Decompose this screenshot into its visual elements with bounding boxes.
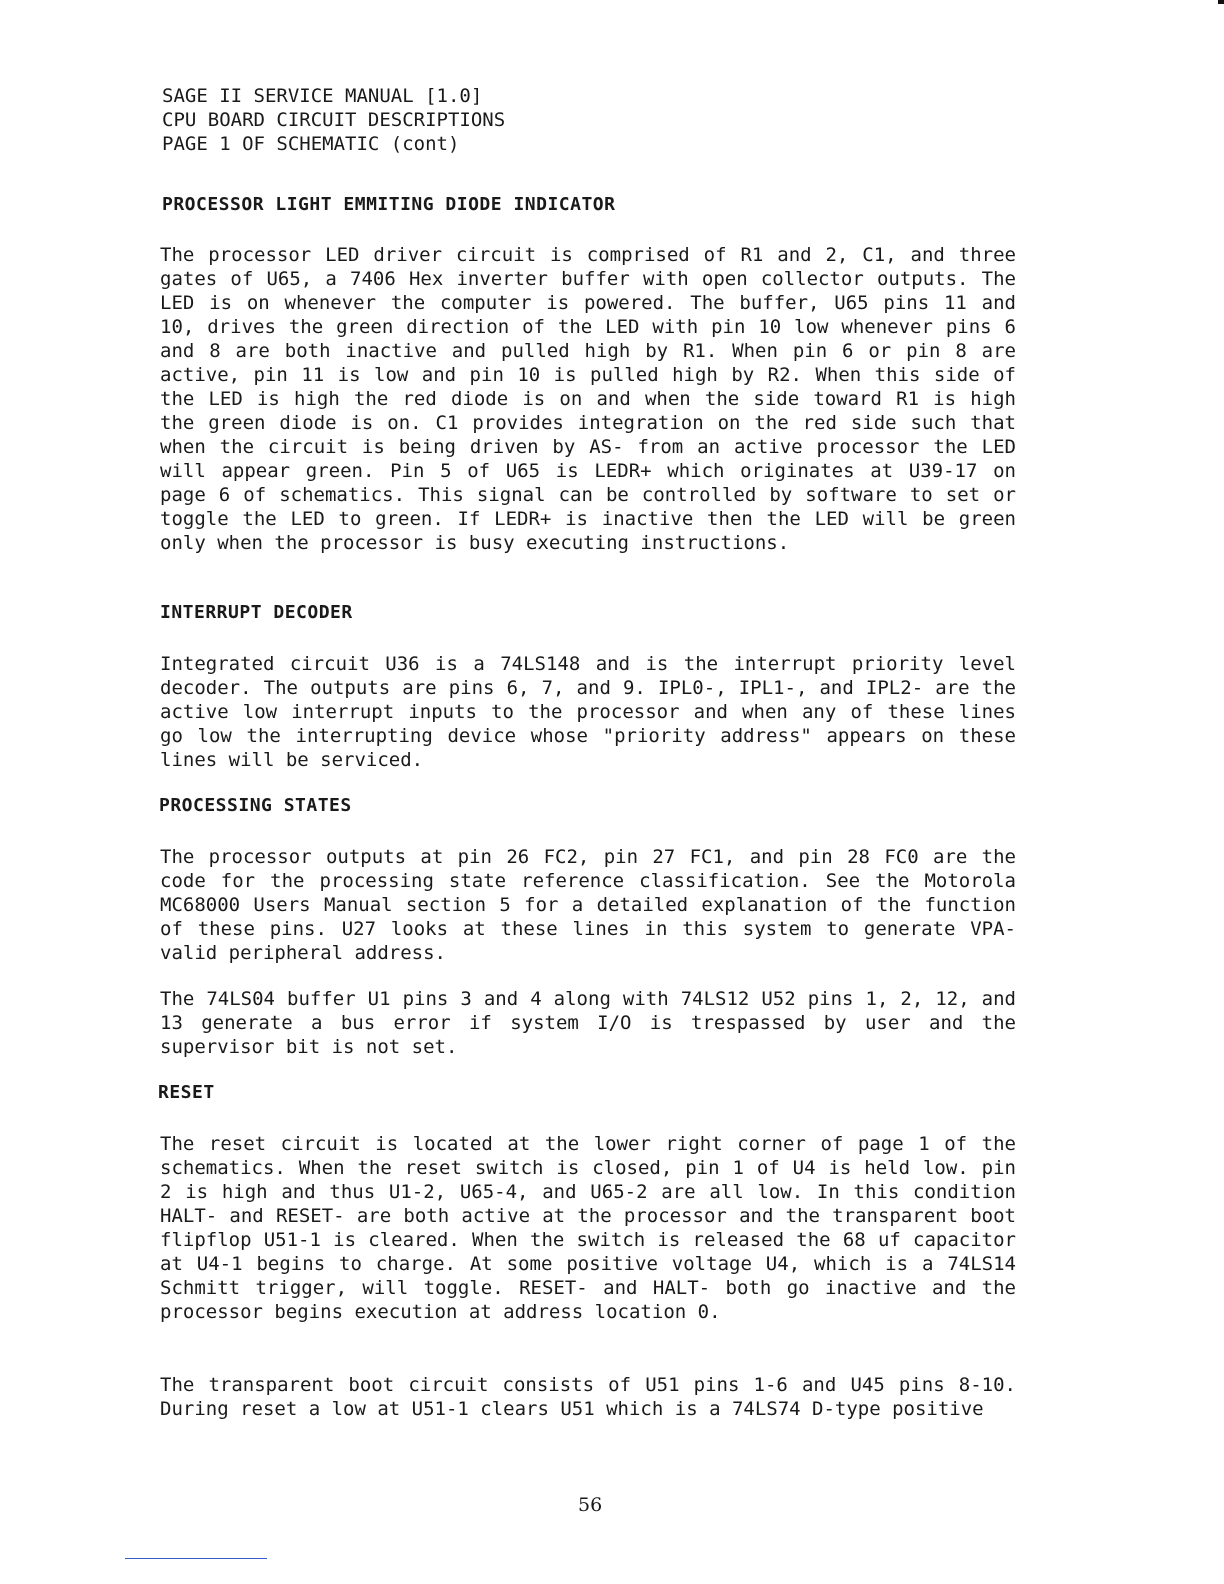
header-page-ref: PAGE 1 OF SCHEMATIC (cont) [162,133,460,155]
paragraph-interrupt: Integrated circuit U36 is a 74LS148 and is the interrupt priority level decoder. The outputs are pins 6, 7, and 9. IPL0-, IPL1-, and IPL2- are the active low interrupt inputs to the processor and when any of these lines go low the interrupting device whose "priority address" appears on these lines will be serviced. [160,653,1016,771]
paragraph-reset-1: The reset circuit is located at the lower right corner of page 1 of the schematics. When the reset switch is closed, pin 1 of U4 is held low. pin 2 is high and thus U1-2, U65-4, and U65-2 are all low. In this condition HALT- and RESET- are both active at the processor and the transparent boot flipflop U51-1 is cleared. When the switch is released the 68 uf capacitor at U4-1 begins to charge. At some positive voltage U4, which is a 74LS14 Schmitt trigger, will toggle. RESET- and HALT- both go inactive and the processor begins execution at address location 0. [160,1133,1016,1323]
paragraph-led: The processor LED driver circuit is comprised of R1 and 2, C1, and three gates of U65, a 7406 Hex inverter buffer with open collector outputs. The LED is on whenever the computer is powered. The buffer, U65 pins 11 and 10, drives the green direction of the LED with pin 10 low whenever pins 6 and 8 are both inactive and pulled high by R1. When pin 6 or pin 8 are active, pin 11 is low and pin 10 is pulled high by R2. When this side of the LED is high the red diode is on and when the side toward R1 is high the green diode is on. C1 provides integration on the red side such that when the circuit is being driven by AS- from an active processor the LED will appear green. Pin 5 of U65 is LEDR+ which originates at U39-17 on page 6 of schematics. This signal can be controlled by software to set or toggle the LED to green. If LEDR+ is inactive then the LED will be green only when the processor is busy executing instructions. [160,244,1016,554]
section-title-processing: PROCESSING STATES [159,795,352,816]
footer-rule [125,1558,267,1559]
header-title: SAGE II SERVICE MANUAL [1.0] [162,85,483,107]
document-header [162,84,505,156]
page-number: 56 [578,1494,603,1516]
paragraph-processing-1: The processor outputs at pin 26 FC2, pin 27 FC1, and pin 28 FC0 are the code for the processing state reference classification. See the Motorola MC68000 Users Manual section 5 for a detailed explanation of the function of these pins. U27 looks at these lines in this system to generate VPA- valid peripheral address. [160,846,1016,964]
paragraph-reset-2: The transparent boot circuit consists of U51 pins 1-6 and U45 pins 8-10. During reset a low at U51-1 clears U51 which is a 74LS74 D-type positive [160,1374,1016,1420]
section-title-led: PROCESSOR LIGHT EMMITING DIODE INDICATOR [162,194,616,215]
scan-edge-mark [1218,0,1224,4]
section-title-reset: RESET [158,1082,215,1103]
paragraph-processing-2: The 74LS04 buffer U1 pins 3 and 4 along with 74LS12 U52 pins 1, 2, 12, and 13 generate a bus error if system I/O is trespassed by user and the supervisor bit is not set. [160,988,1016,1058]
section-title-interrupt: INTERRUPT DECODER [160,602,353,623]
header-subtitle: CPU BOARD CIRCUIT DESCRIPTIONS [162,109,506,131]
